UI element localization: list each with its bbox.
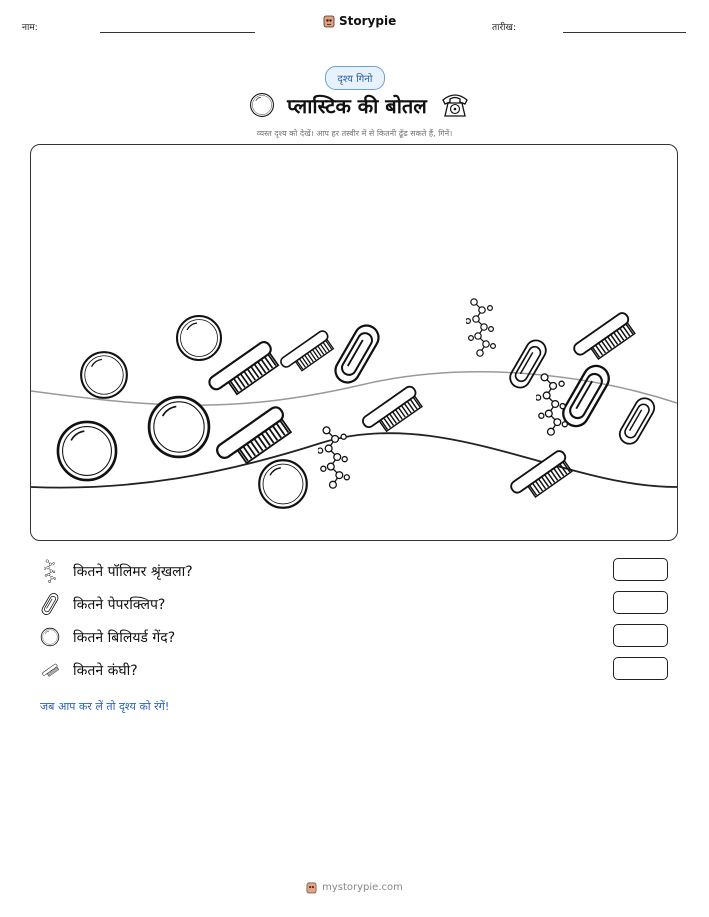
question-text: कितने कंघी? bbox=[73, 662, 138, 679]
page-title: प्लास्टिक की बोतल bbox=[287, 93, 427, 118]
telephone-icon bbox=[439, 90, 471, 120]
scene-polymer-chains bbox=[318, 299, 568, 488]
footer-site[interactable]: mystorypie.com bbox=[322, 882, 403, 893]
name-label: नाम: bbox=[22, 23, 38, 33]
question-row bbox=[40, 558, 670, 584]
scene-frame bbox=[30, 144, 678, 541]
polymer-chain-icon bbox=[40, 560, 60, 582]
coloring-note: जब आप कर लें तो दृश्य को रंगें! bbox=[40, 700, 170, 713]
question-text: कितने बिलियर्ड गेंद? bbox=[73, 629, 176, 646]
answer-box[interactable] bbox=[613, 657, 668, 680]
answer-box[interactable] bbox=[613, 591, 668, 614]
date-label: तारीख: bbox=[492, 23, 516, 33]
question-text: कितने पॉलिमर श्रृंखला? bbox=[73, 563, 193, 580]
title-row bbox=[225, 90, 495, 120]
storypie-logo-icon bbox=[323, 14, 335, 28]
billiard-ball-icon bbox=[249, 92, 275, 118]
billiard-ball-icon bbox=[40, 626, 60, 648]
scene-paperclips bbox=[331, 321, 658, 447]
worksheet-tag: दृश्य गिनो bbox=[325, 66, 385, 90]
storypie-logo-icon bbox=[306, 881, 317, 894]
date-line[interactable] bbox=[563, 32, 686, 33]
answer-box[interactable] bbox=[613, 624, 668, 647]
subtitle: व्यस्त दृश्य को देखें। आप हर तस्वीर में से कितनी ढूँढ सकते हैं, गिनें। bbox=[256, 129, 453, 138]
paperclip-icon bbox=[40, 593, 60, 615]
name-line[interactable] bbox=[100, 32, 255, 33]
comb-icon bbox=[40, 659, 60, 681]
footer bbox=[0, 881, 709, 894]
scene-drawing bbox=[31, 145, 677, 540]
question-row bbox=[40, 657, 670, 683]
question-row bbox=[40, 591, 670, 617]
question-row bbox=[40, 624, 670, 650]
brand-name: Storypie bbox=[339, 14, 397, 28]
answer-box[interactable] bbox=[613, 558, 668, 581]
question-text: कितने पेपरक्लिप? bbox=[73, 596, 166, 613]
brand bbox=[323, 14, 396, 28]
